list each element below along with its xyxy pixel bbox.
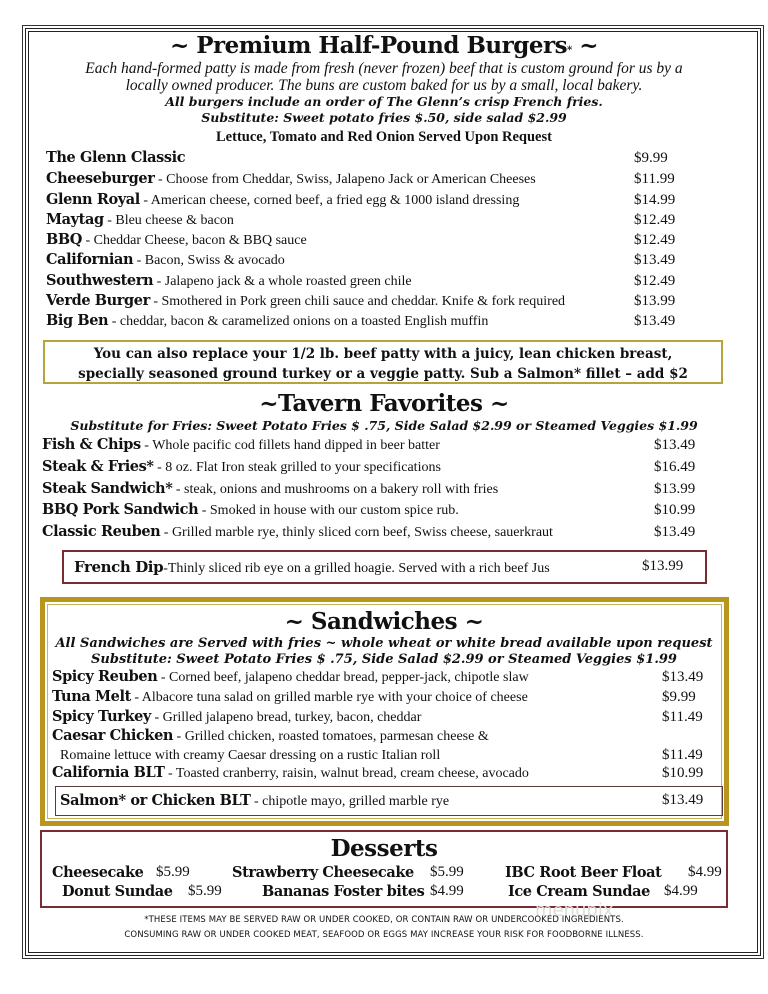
item-price: $13.49 bbox=[634, 313, 676, 329]
item-desc: - Grilled jalapeno bread, turkey, bacon, cheddar bbox=[150, 710, 422, 725]
item-desc: - Corned beef, jalapeno cheddar bread, pepper-jack, chipotle slaw bbox=[157, 670, 529, 685]
item-price: $11.99 bbox=[634, 171, 675, 187]
item-price: $13.49 bbox=[662, 792, 704, 808]
dessert-name: Cheesecake bbox=[52, 864, 144, 881]
list-item bbox=[52, 668, 529, 688]
list-item bbox=[46, 211, 234, 231]
item-desc: - Cheddar Cheese, bacon & BBQ sauce bbox=[81, 233, 307, 248]
list-item bbox=[46, 251, 285, 271]
dessert-price: $5.99 bbox=[188, 883, 222, 899]
item-name: Classic Reuben bbox=[42, 523, 161, 540]
list-item bbox=[46, 191, 519, 211]
item-price: $13.49 bbox=[634, 252, 676, 268]
item-desc: - Choose from Cheddar, Swiss, Jalapeno Jack or American Cheeses bbox=[154, 172, 536, 187]
item-price: $9.99 bbox=[634, 150, 668, 166]
dessert-name: IBC Root Beer Float bbox=[505, 864, 662, 881]
dessert-price: $4.99 bbox=[430, 883, 464, 899]
list-item bbox=[46, 292, 565, 312]
list-item bbox=[52, 727, 489, 747]
item-price: $10.99 bbox=[654, 502, 696, 518]
item-name: Steak Sandwich* bbox=[42, 480, 173, 497]
list-item bbox=[46, 231, 307, 251]
item-price: $10.99 bbox=[662, 765, 704, 781]
item-price: $11.49 bbox=[662, 709, 703, 725]
item-name: Caesar Chicken bbox=[52, 727, 174, 744]
dessert-item bbox=[232, 864, 414, 884]
item-price: $12.49 bbox=[634, 273, 676, 289]
item-price: $16.49 bbox=[654, 459, 696, 475]
item-desc: - American cheese, corned beef, a fried egg & 1000 island dressing bbox=[139, 193, 520, 208]
desserts-title: Desserts bbox=[330, 835, 438, 862]
item-price: $9.99 bbox=[662, 689, 696, 705]
dessert-name: Bananas Foster bites bbox=[262, 883, 425, 900]
dessert-price: $5.99 bbox=[156, 864, 190, 880]
item-price: $13.99 bbox=[654, 481, 696, 497]
tavern-title: ~Tavern Favorites ~ bbox=[259, 390, 509, 417]
burgers-request-note: Lettuce, Tomato and Red Onion Served Upon Request bbox=[216, 129, 552, 145]
dessert-name: Strawberry Cheesecake bbox=[232, 864, 414, 881]
dessert-item bbox=[262, 883, 424, 903]
footer-warning-1: *THESE ITEMS MAY BE SERVED RAW OR UNDER COOKED, OR CONTAIN RAW OR UNDERCOOKED INGREDIENTS. bbox=[144, 915, 624, 925]
list-item bbox=[42, 523, 553, 543]
item-desc: - Grilled chicken, roasted tomatoes, parmesan cheese & bbox=[173, 729, 489, 744]
item-desc: - cheddar, bacon & caramelized onions on a toasted English muffin bbox=[108, 314, 489, 329]
item-name: Spicy Turkey bbox=[52, 708, 151, 725]
item-desc: - Bleu cheese & bacon bbox=[103, 213, 234, 228]
item-desc: Romaine lettuce with creamy Caesar dressing on a rustic Italian roll bbox=[60, 748, 441, 763]
watermark: menupix bbox=[535, 900, 614, 921]
item-name: Glenn Royal bbox=[46, 191, 140, 208]
item-name: Salmon* or Chicken BLT bbox=[60, 792, 251, 809]
item-price: $13.49 bbox=[654, 524, 696, 540]
item-name: Tuna Melt bbox=[52, 688, 131, 705]
list-item bbox=[46, 272, 412, 292]
list-item bbox=[52, 764, 529, 784]
dessert-item bbox=[505, 864, 661, 884]
dessert-price: $4.99 bbox=[688, 864, 722, 880]
item-name: The Glenn Classic bbox=[46, 149, 186, 166]
item-name: Southwestern bbox=[46, 272, 154, 289]
item-desc: - Grilled marble rye, thinly sliced corn beef, Swiss cheese, sauerkraut bbox=[160, 525, 553, 540]
item-desc: - Toasted cranberry, raisin, walnut bread, cream cheese, avocado bbox=[164, 766, 529, 781]
tavern-note: Substitute for Fries: Sweet Potato Fries $ .75, Side Salad $2.99 or Steamed Veggies $1.99 bbox=[70, 418, 698, 433]
dessert-item bbox=[52, 864, 143, 884]
item-desc: - Smoked in house with our custom spice rub. bbox=[198, 503, 459, 518]
item-name: French Dip bbox=[74, 558, 164, 576]
item-desc: - Whole pacific cod fillets hand dipped in beer batter bbox=[140, 438, 440, 453]
item-name: Californian bbox=[46, 251, 134, 268]
burgers-title: ~ Premium Half-Pound Burgers* ~ bbox=[169, 32, 599, 59]
sandwiches-title: ~ Sandwiches ~ bbox=[284, 608, 484, 635]
salmon-blt-box bbox=[55, 786, 723, 816]
dessert-price: $4.99 bbox=[664, 883, 698, 899]
item-desc: - chipotle mayo, grilled marble rye bbox=[250, 794, 450, 809]
item-price: $13.99 bbox=[642, 558, 684, 574]
list-item bbox=[42, 480, 498, 500]
item-name: BBQ Pork Sandwich bbox=[42, 501, 199, 518]
burgers-notes: All burgers include an order of The Glenn’s crisp French fries. Substitute: Sweet potato fries $.50, side salad $2.99 bbox=[165, 94, 603, 125]
item-price: $13.49 bbox=[662, 669, 704, 685]
replace-patty-notice: You can also replace your 1/2 lb. beef patty with a juicy, lean chicken breast, specially seasoned ground turkey or a veggie patty. Sub a Salmon* fillet – add $2 bbox=[43, 340, 723, 384]
item-desc: - Smothered in Pork green chili sauce and cheddar. Knife & fork required bbox=[149, 294, 566, 309]
list-item bbox=[52, 708, 421, 728]
sandwiches-notes: All Sandwiches are Served with fries ~ whole wheat or white bread available upon request Substitute: Sweet Potato Fries $ .75, Side Salad $2.99 or Steamed Veggies $1.99 bbox=[55, 636, 713, 667]
list-item bbox=[42, 458, 441, 478]
french-dip-box bbox=[62, 550, 707, 584]
item-price: $12.49 bbox=[634, 212, 676, 228]
item-name: Big Ben bbox=[46, 312, 109, 329]
dessert-item bbox=[62, 883, 173, 903]
burgers-intro: Each hand-formed patty is made from fresh (never frozen) beef that is custom ground for us by a locally owned producer. The buns are custom baked for us by a small, local bakery. bbox=[85, 60, 683, 94]
item-price: $14.99 bbox=[634, 192, 676, 208]
item-desc: - Albacore tuna salad on grilled marble rye with your choice of cheese bbox=[130, 690, 528, 705]
list-item bbox=[52, 746, 440, 766]
item-desc: - Jalapeno jack & a whole roasted green chile bbox=[153, 274, 412, 289]
item-name: Fish & Chips bbox=[42, 436, 141, 453]
list-item bbox=[46, 170, 536, 190]
item-desc: - Bacon, Swiss & avocado bbox=[133, 253, 285, 268]
item-price: $13.49 bbox=[654, 437, 696, 453]
list-item bbox=[42, 436, 440, 456]
list-item bbox=[46, 312, 488, 332]
item-price: $12.49 bbox=[634, 232, 676, 248]
item-price: $13.99 bbox=[634, 293, 676, 309]
item-desc: -Thinly sliced rib eye on a grilled hoagie. Served with a rich beef Jus bbox=[163, 561, 550, 576]
dessert-name: Donut Sundae bbox=[62, 883, 173, 900]
dessert-price: $5.99 bbox=[430, 864, 464, 880]
item-name: Maytag bbox=[46, 211, 104, 228]
item-name: BBQ bbox=[46, 231, 82, 248]
item-name: California BLT bbox=[52, 764, 165, 781]
item-price: $11.49 bbox=[662, 747, 703, 763]
item-name: Verde Burger bbox=[46, 292, 150, 309]
list-item bbox=[42, 501, 459, 521]
item-name: Spicy Reuben bbox=[52, 668, 158, 685]
item-desc: - 8 oz. Flat Iron steak grilled to your specifications bbox=[153, 460, 441, 475]
item-name: Steak & Fries* bbox=[42, 458, 154, 475]
item-name: Cheeseburger bbox=[46, 170, 155, 187]
dessert-name: Ice Cream Sundae bbox=[508, 883, 650, 900]
footer-warning-2: CONSUMING RAW OR UNDER COOKED MEAT, SEAFOOD OR EGGS MAY INCREASE YOUR RISK FOR FOODBORNE ILLNESS. bbox=[124, 930, 644, 940]
item-desc: - steak, onions and mushrooms on a bakery roll with fries bbox=[172, 482, 499, 497]
list-item bbox=[46, 149, 185, 169]
list-item bbox=[52, 688, 528, 708]
